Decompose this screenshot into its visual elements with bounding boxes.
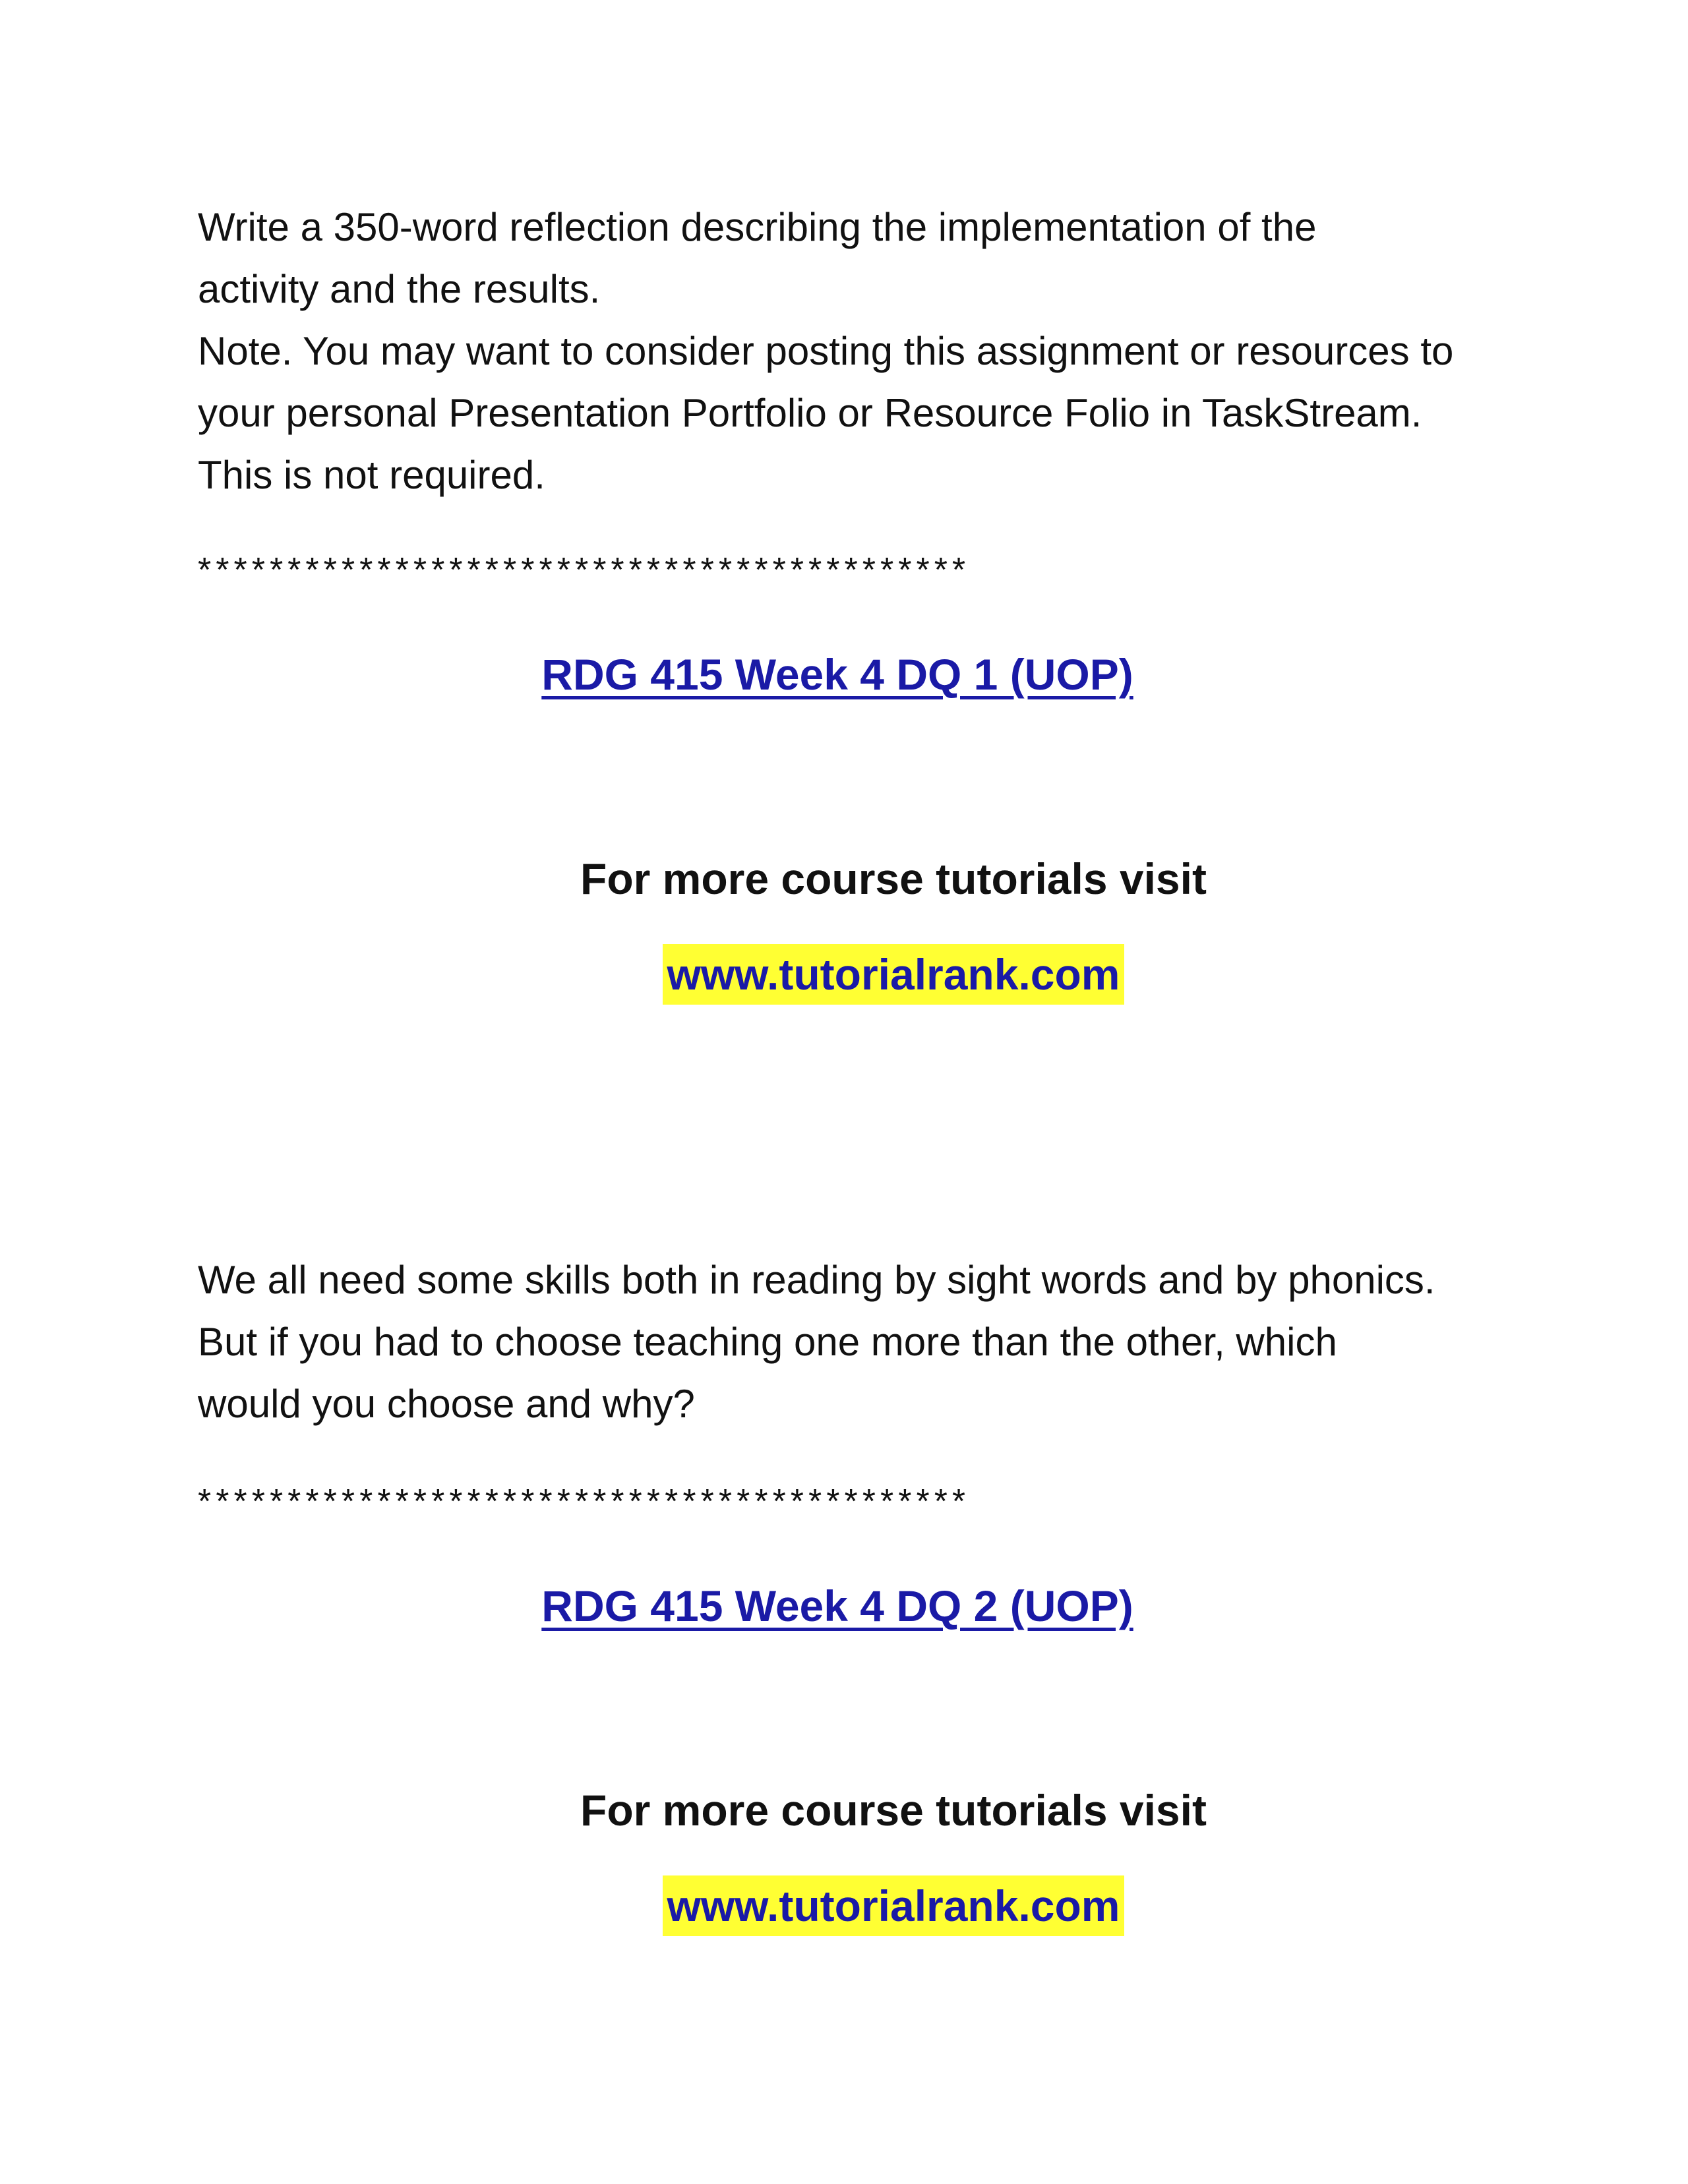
website-link-text[interactable]: www.tutorialrank.com bbox=[663, 944, 1124, 1005]
assignment-description bbox=[198, 196, 1517, 506]
website-link[interactable] bbox=[0, 944, 1688, 1005]
website-link[interactable] bbox=[0, 1875, 1688, 1936]
text-line: Write a 350-word reflection describing the implementation of the bbox=[198, 205, 1317, 249]
dq2-link[interactable] bbox=[0, 1581, 1688, 1631]
dq1-link[interactable] bbox=[0, 649, 1688, 699]
text-line: But if you had to choose teaching one more than the other, which bbox=[198, 1320, 1337, 1364]
text-line: your personal Presentation Portfolio or Resource Folio in TaskStream. bbox=[198, 391, 1422, 435]
text-line: This is not required. bbox=[198, 453, 545, 497]
separator: ******************************************* bbox=[198, 1483, 971, 1521]
promo-text bbox=[0, 854, 1688, 904]
dq2-link-text[interactable]: RDG 415 Week 4 DQ 2 (UOP) bbox=[541, 1581, 1133, 1630]
website-link-text[interactable]: www.tutorialrank.com bbox=[663, 1875, 1124, 1936]
text-line: We all need some skills both in reading by sight words and by phonics. bbox=[198, 1258, 1435, 1302]
text-line: would you choose and why? bbox=[198, 1382, 695, 1426]
text-line: activity and the results. bbox=[198, 267, 601, 311]
promo-text bbox=[0, 1785, 1688, 1835]
promo-text-label: For more course tutorials visit bbox=[580, 854, 1207, 903]
promo-text-label: For more course tutorials visit bbox=[580, 1786, 1207, 1835]
separator: ******************************************* bbox=[198, 551, 971, 589]
dq1-link-text[interactable]: RDG 415 Week 4 DQ 1 (UOP) bbox=[541, 650, 1133, 699]
discussion-question bbox=[198, 1249, 1517, 1435]
text-line: Note. You may want to consider posting this assignment or resources to bbox=[198, 329, 1454, 373]
